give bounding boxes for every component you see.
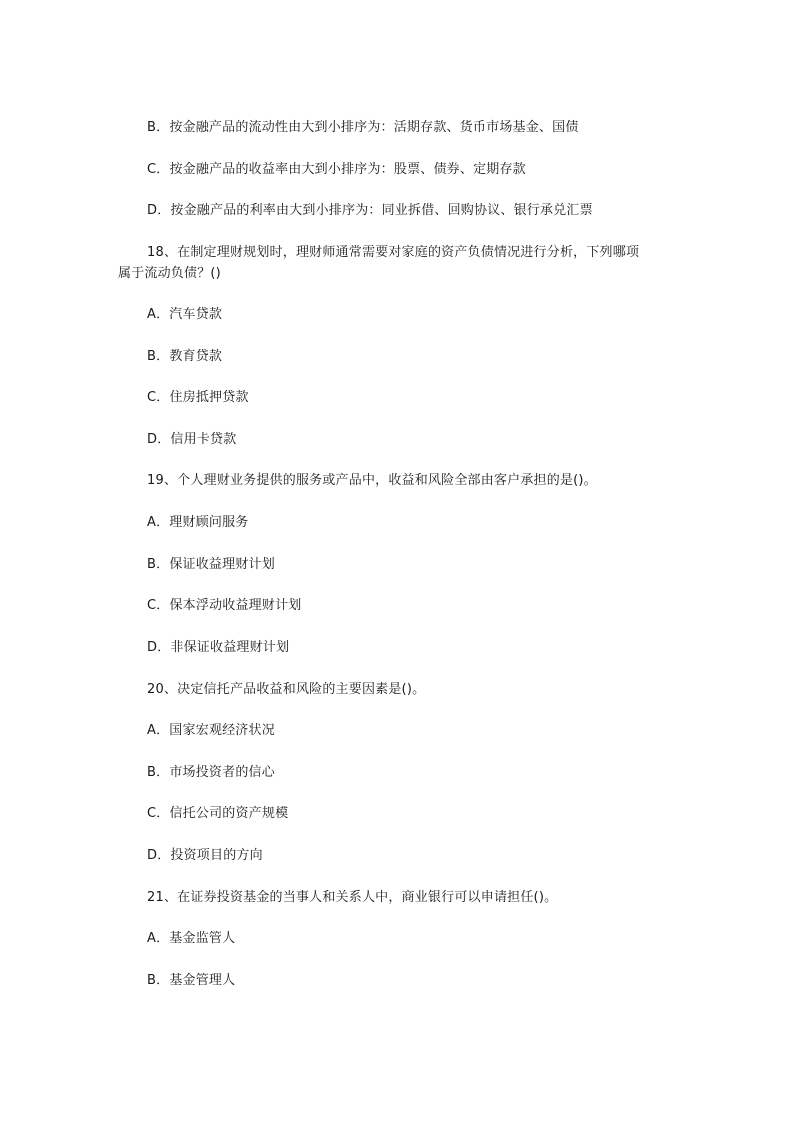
question-20: 20、决定信托产品收益和风险的主要因素是()。 xyxy=(147,682,426,697)
question-20-option-b: B．市场投资者的信心 xyxy=(147,765,275,780)
question-19-option-a: A．理财顾问服务 xyxy=(147,515,249,530)
question-21-option-a: A．基金监管人 xyxy=(147,931,236,946)
question-21: 21、在证券投资基金的当事人和关系人中，商业银行可以申请担任()。 xyxy=(147,890,558,905)
question-18-option-a: A．汽车贷款 xyxy=(147,307,223,322)
question-20-option-c: C．信托公司的资产规模 xyxy=(147,806,289,821)
question-19-option-b: B．保证收益理财计划 xyxy=(147,557,275,572)
option-c-yield: C．按金融产品的收益率由大到小排序为：股票、债券、定期存款 xyxy=(147,162,526,177)
question-18-option-c: C．住房抵押贷款 xyxy=(147,390,249,405)
question-20-option-a: A．国家宏观经济状况 xyxy=(147,723,275,738)
question-18-option-d: D．信用卡贷款 xyxy=(147,432,237,447)
question-18-line-1: 18、在制定理财规划时，理财师通常需要对家庭的资产负债情况进行分析，下列哪项 xyxy=(147,245,640,260)
question-21-option-b: B．基金管理人 xyxy=(147,973,236,988)
question-19: 19、个人理财业务提供的服务或产品中，收益和风险全部由客户承担的是()。 xyxy=(147,473,597,488)
question-19-option-d: D．非保证收益理财计划 xyxy=(147,640,290,655)
question-18-line-2: 属于流动负债？() xyxy=(118,266,221,281)
option-d-interest-rate: D．按金融产品的利率由大到小排序为：同业拆借、回购协议、银行承兑汇票 xyxy=(147,203,593,218)
question-18-option-b: B．教育贷款 xyxy=(147,349,223,364)
question-20-option-d: D．投资项目的方向 xyxy=(147,848,263,863)
option-b-liquidity: B．按金融产品的流动性由大到小排序为：活期存款、货币市场基金、国债 xyxy=(147,120,579,135)
question-19-option-c: C．保本浮动收益理财计划 xyxy=(147,598,302,613)
